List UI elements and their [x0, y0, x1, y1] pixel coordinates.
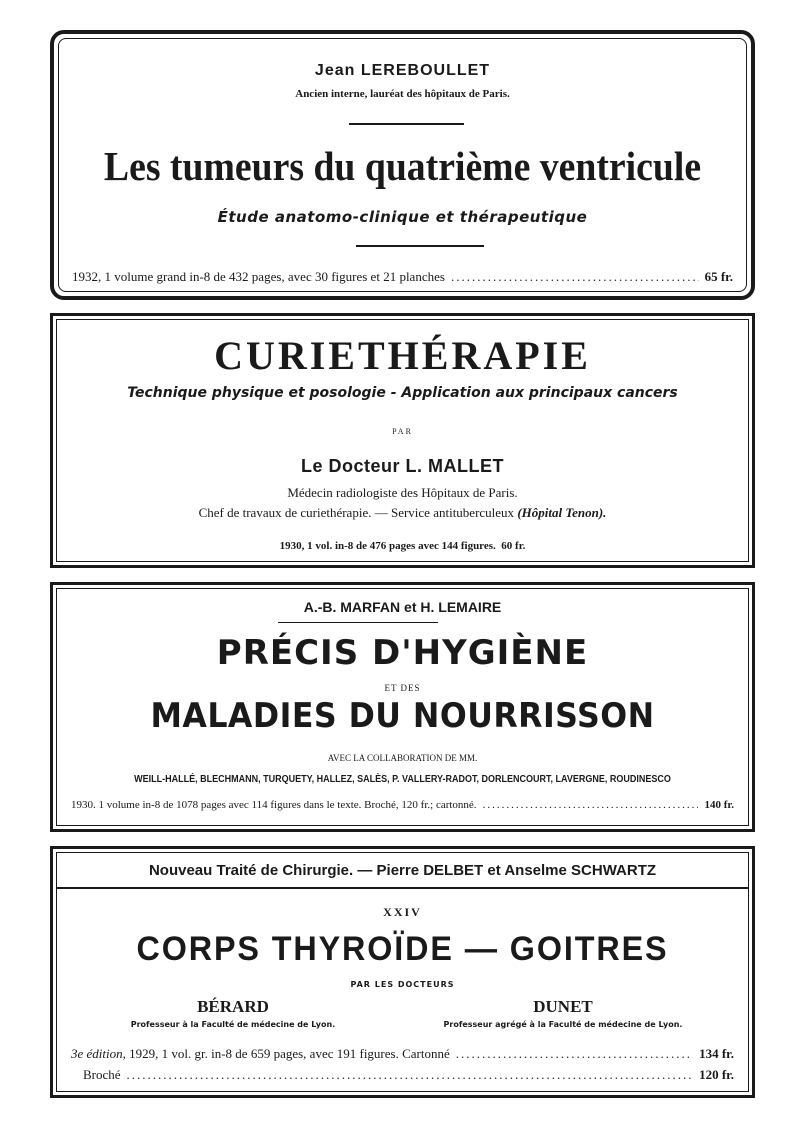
price-line-broche — [83, 1067, 734, 1083]
book-title-line-2: MALADIES DU NOURRISSON — [150, 696, 655, 736]
ad-curietherapie — [50, 313, 755, 568]
author: Le Docteur L. MALLET — [301, 456, 504, 476]
authors: A.-B. MARFAN et H. LEMAIRE — [303, 599, 502, 615]
divider — [57, 887, 748, 889]
par-label: PAR LES DOCTEURS — [350, 980, 455, 989]
author-role: Médecin radiologiste des Hôpitaux de Paris. — [287, 485, 518, 500]
book-title-line-1: PRÉCIS D'HYGIÈNE — [216, 633, 589, 673]
book-title: Les tumeurs du quatrième ventricule — [103, 143, 702, 189]
collaborators: WEILL-HALLÉ, BLECHMANN, TURQUETY, HALLEZ, SALÈS, P. VALLERY-RADOT, DORLENCOURT, LAVERGNE, ROUDINESCO — [134, 774, 671, 785]
leader-dots — [127, 1067, 694, 1083]
leader-dots — [483, 799, 699, 811]
book-title: CURIETHÉRAPIE — [214, 333, 591, 378]
title-connector: ET DES — [384, 683, 421, 693]
ad-corps-thyroide — [50, 846, 755, 1098]
book-details: 1930, 1 vol. in-8 de 476 pages avec 144 figures. — [279, 540, 496, 552]
volume-number: XXIV — [383, 905, 422, 919]
author: Jean LEREBOULLET — [314, 62, 491, 79]
price-cartonne: 134 fr. — [699, 1046, 734, 1061]
series-title: Nouveau Traité de Chirurgie. — Pierre DELBET et Anselme SCHWARTZ — [148, 862, 657, 879]
author-role-2: Chef de travaux de curiethérapie. — Service antituberculeux (Hôpital Tenon). — [198, 505, 607, 520]
book-details: 1930. 1 volume in-8 de 1078 pages avec 114 figures dans le texte. Broché, 120 fr.; cartonné. — [71, 799, 477, 811]
author-left-role: Professeur à la Faculté de médecine de Lyon. — [130, 1020, 336, 1029]
author-right-block — [408, 997, 718, 1029]
leader-dots — [456, 1046, 693, 1062]
divider — [278, 622, 438, 623]
broche-label: Broché — [83, 1067, 121, 1082]
par-label: PAR — [392, 427, 413, 436]
price: 65 fr. — [704, 269, 733, 284]
edition: 3e édition, — [71, 1046, 126, 1061]
price-line — [71, 799, 734, 811]
book-subtitle: Étude anatomo-clinique et thérapeutique — [217, 208, 588, 226]
price: 60 fr. — [501, 540, 526, 552]
price-broche: 120 fr. — [699, 1067, 734, 1082]
price-line-cartonne — [71, 1046, 734, 1062]
collaboration-intro: AVEC LA COLLABORATION DE MM. — [327, 753, 478, 763]
author-right: DUNET — [533, 997, 593, 1016]
book-details: 1929, 1 vol. gr. in-8 de 659 pages, avec 191 figures. Cartonné — [129, 1046, 450, 1061]
author-left-block — [83, 997, 383, 1029]
leader-dots — [451, 269, 699, 285]
price: 140 fr. — [704, 799, 734, 811]
author-left: BÉRARD — [197, 997, 269, 1016]
book-subtitle: Technique physique et posologie - Application aux principaux cancers — [127, 385, 678, 401]
author-affiliation: Ancien interne, lauréat des hôpitaux de Paris. — [295, 88, 510, 100]
ad-precis-hygiene — [50, 582, 755, 832]
price-line — [72, 269, 733, 285]
divider — [349, 123, 464, 125]
book-details: 1932, 1 volume grand in-8 de 432 pages, avec 30 figures et 21 planches — [72, 269, 445, 284]
ad-lereboullet — [50, 30, 755, 300]
author-right-role: Professeur agrégé à la Faculté de médecine de Lyon. — [443, 1020, 683, 1029]
price-line — [53, 540, 752, 552]
book-title: CORPS THYROÏDE — GOITRES — [136, 930, 669, 968]
divider — [356, 245, 484, 247]
